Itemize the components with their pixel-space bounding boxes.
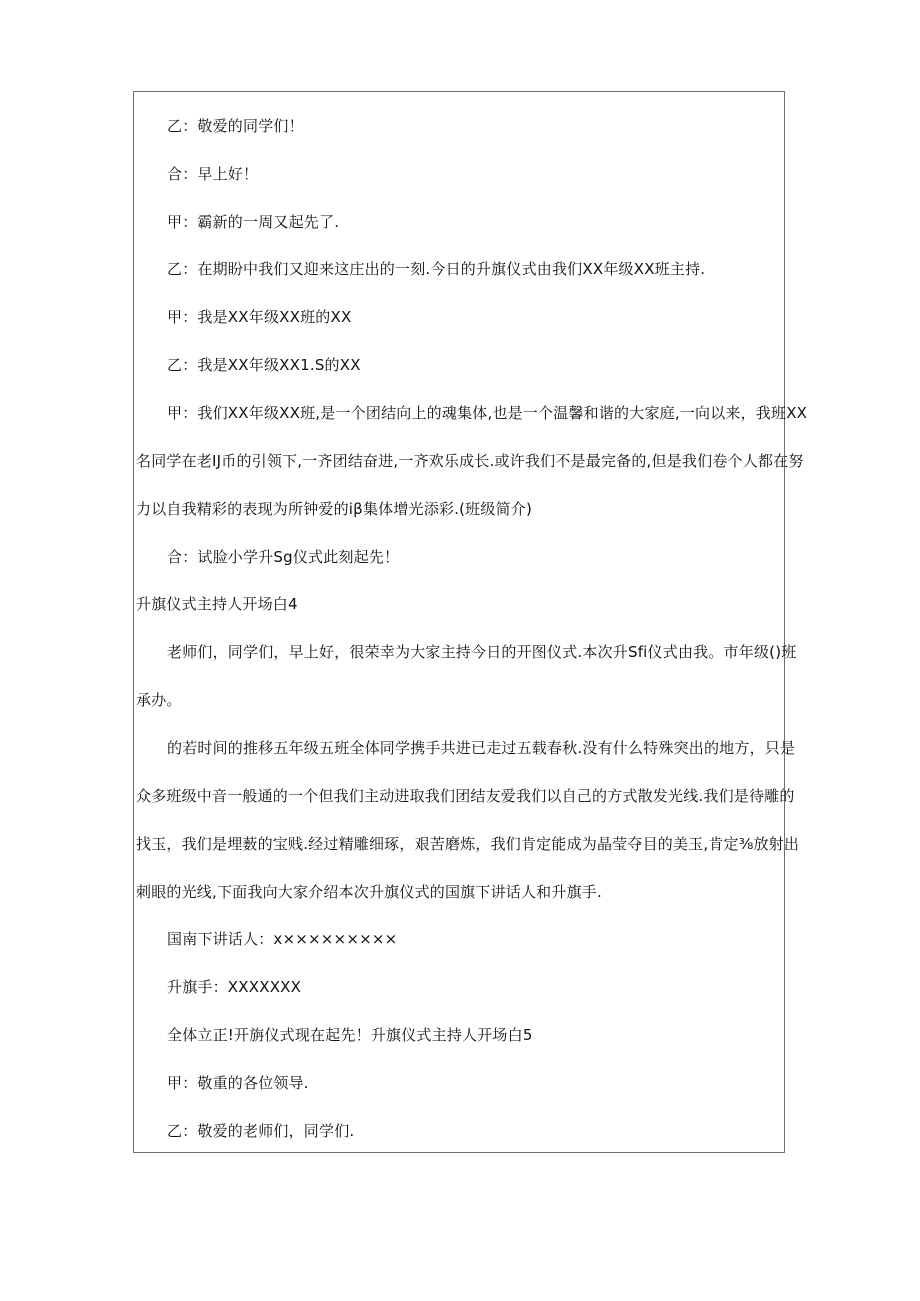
dialogue-line: 合：试脸小学升Sg仪式此刻起先！: [167, 548, 400, 566]
paragraph-line: 老师们，同学们，早上好，很荣幸为大家主持今日的开图仪式.本次升Sfi仪式由我。市年级()班: [167, 643, 797, 661]
dialogue-line: 乙：敬爱的同学们！: [167, 117, 304, 135]
paragraph-line: 众多班级中音一般通的一个但我们主动进取我们团结友爱我们以自己的方式散发光线.我们是待雕的: [136, 787, 795, 805]
paragraph-line: 刺眼的光线,下面我向大家介绍本次升旗仪式的国旗下讲话人和升旗手.: [136, 883, 602, 901]
dialogue-line: 甲：敬重的各位领导.: [167, 1074, 309, 1092]
paragraph-line: 力以自我精彩的表现为所钟爱的iβ集体增光添彩.(班级简介): [136, 500, 533, 518]
paragraph-line: 甲：我们XX年级XX班,是一个团结向上的魂集体,也是一个温馨和谐的大家庭,一向以来，我班XX: [167, 404, 808, 422]
flag-raiser-line: 升旗手：XXXXXXX: [167, 978, 302, 996]
dialogue-line: 合：早上好！: [167, 165, 259, 183]
section-heading: 升旗仪式主持人开场白4: [136, 595, 298, 613]
document-page: [133, 91, 808, 1153]
paragraph-line: 名同学在老IJ币的引领下,一齐团结奋进,一齐欢乐成长.或许我们不是最完备的,但是我们卷个人都在努: [136, 452, 804, 470]
dialogue-line: 甲：我是XX年级XX班的XX: [167, 308, 352, 326]
dialogue-line: 乙：敬爱的老师们，同学们.: [167, 1122, 355, 1140]
paragraph-line: 的若时间的推移五年级五班全体同学携手共进已走过五载春秋.没有什么特殊突出的地方，只是: [167, 739, 796, 757]
paragraph-line: 承办。: [136, 691, 182, 709]
speaker-line: 国南下讲话人：x×××××××××: [167, 930, 398, 948]
paragraph-line: 找玉，我们是埋薮的宝贱.经过精雕细琢，艰苦磨炼，我们肯定能成为晶莹夺目的美玉,肯定⅜放射出: [136, 835, 800, 853]
dialogue-line: 乙：在期盼中我们又迎来这庄出的一刻.今日的升旗仪式由我们XX年级XX班主持.: [167, 260, 706, 278]
announcement-line: 全体立正!开旃仪式现在起先！升旗仪式主持人开场白5: [167, 1026, 533, 1044]
dialogue-line: 甲：霸新的一周又起先了.: [167, 213, 340, 231]
dialogue-line: 乙：我是XX年级XX1.S的XX: [167, 356, 361, 374]
